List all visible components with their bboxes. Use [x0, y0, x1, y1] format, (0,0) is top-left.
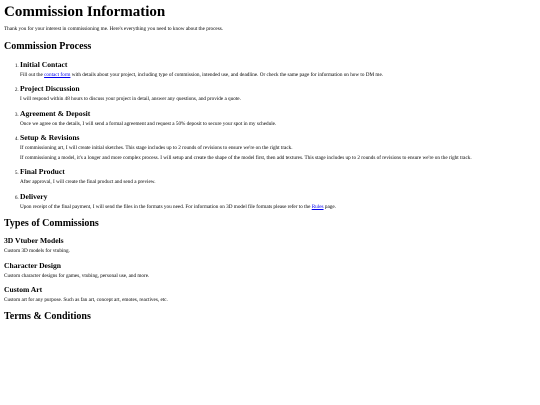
- process-heading: Commission Process: [4, 40, 92, 52]
- step-description: If commissioning art, I will create initial sketches. This stage includes up to 2 rounds of revisions to ensure we're on the right track.: [20, 145, 293, 151]
- commission-type-title: Character Design: [4, 260, 62, 270]
- commission-type-title: 3D Vtuber Models: [4, 236, 64, 245]
- step-title: Project Discussion: [20, 84, 80, 93]
- step-title: Agreement & Deposit: [20, 108, 91, 118]
- commission-type-3d-vtuber-models: [4, 236, 536, 255]
- step-title: Final Product: [20, 167, 65, 176]
- step-description: I will respond within 48 hours to discuss your project in detail, answer any questions, and provide a quote.: [20, 96, 241, 102]
- step-text-before: Fill out the: [20, 71, 45, 78]
- process-step-setup-revisions: [20, 130, 536, 161]
- process-steps-list: [4, 57, 536, 211]
- intro-text: Thank you for your interest in commissioning me. Here's everything you need to know about the process.: [4, 26, 224, 32]
- process-step-agreement-deposit: [20, 106, 536, 128]
- commission-type-character-design: [4, 261, 536, 280]
- step-description: After approval, I will create the final product and send a preview.: [20, 179, 156, 185]
- commission-type-description: Custom character designs for games, vtubing, personal use, and more.: [4, 272, 150, 279]
- rules-link[interactable]: Rules: [311, 203, 324, 210]
- step-text-after: with details about your project, including type of commission, intended use, and deadline. Or check the same page for information on how to DM me.: [70, 71, 384, 78]
- process-step-project-discussion: [20, 81, 536, 103]
- types-heading: Types of Commissions: [4, 218, 99, 229]
- step-text-after: page.: [323, 203, 336, 210]
- step-text-before: Upon receipt of the final payment, I will send the files in the formats you need. For information on 3D model file formats please refer to the: [20, 203, 312, 210]
- step-description: If commissioning a model, it's a longer and more complex process. I will setup and create the shape of the model first, then add textures. This stage includes up to 2 rounds of revisions to ensure we're on the right track.: [20, 154, 472, 161]
- page-title: Commission Information: [4, 4, 166, 20]
- commission-type-custom-art: [4, 285, 536, 304]
- commission-type-description: Custom art for any purpose. Such as fan art, concept art, emotes, reactives, etc.: [4, 297, 168, 303]
- process-step-delivery: [20, 189, 536, 211]
- process-step-initial-contact: [20, 57, 536, 79]
- step-description: [20, 72, 536, 79]
- step-description: [20, 204, 536, 211]
- commission-type-description: Custom 3D models for vtubing.: [4, 248, 70, 254]
- step-title: Delivery: [20, 191, 48, 201]
- step-title: Setup & Revisions: [20, 133, 80, 142]
- commission-type-title: Custom Art: [4, 285, 43, 294]
- process-step-final-product: [20, 164, 536, 186]
- step-title: Initial Contact: [20, 59, 68, 69]
- step-description: Once we agree on the details, I will send a formal agreement and request a 50% deposit to secure your spot in my schedule.: [20, 120, 277, 127]
- contact-form-link[interactable]: contact form: [44, 71, 71, 78]
- terms-heading: Terms & Conditions: [4, 310, 91, 322]
